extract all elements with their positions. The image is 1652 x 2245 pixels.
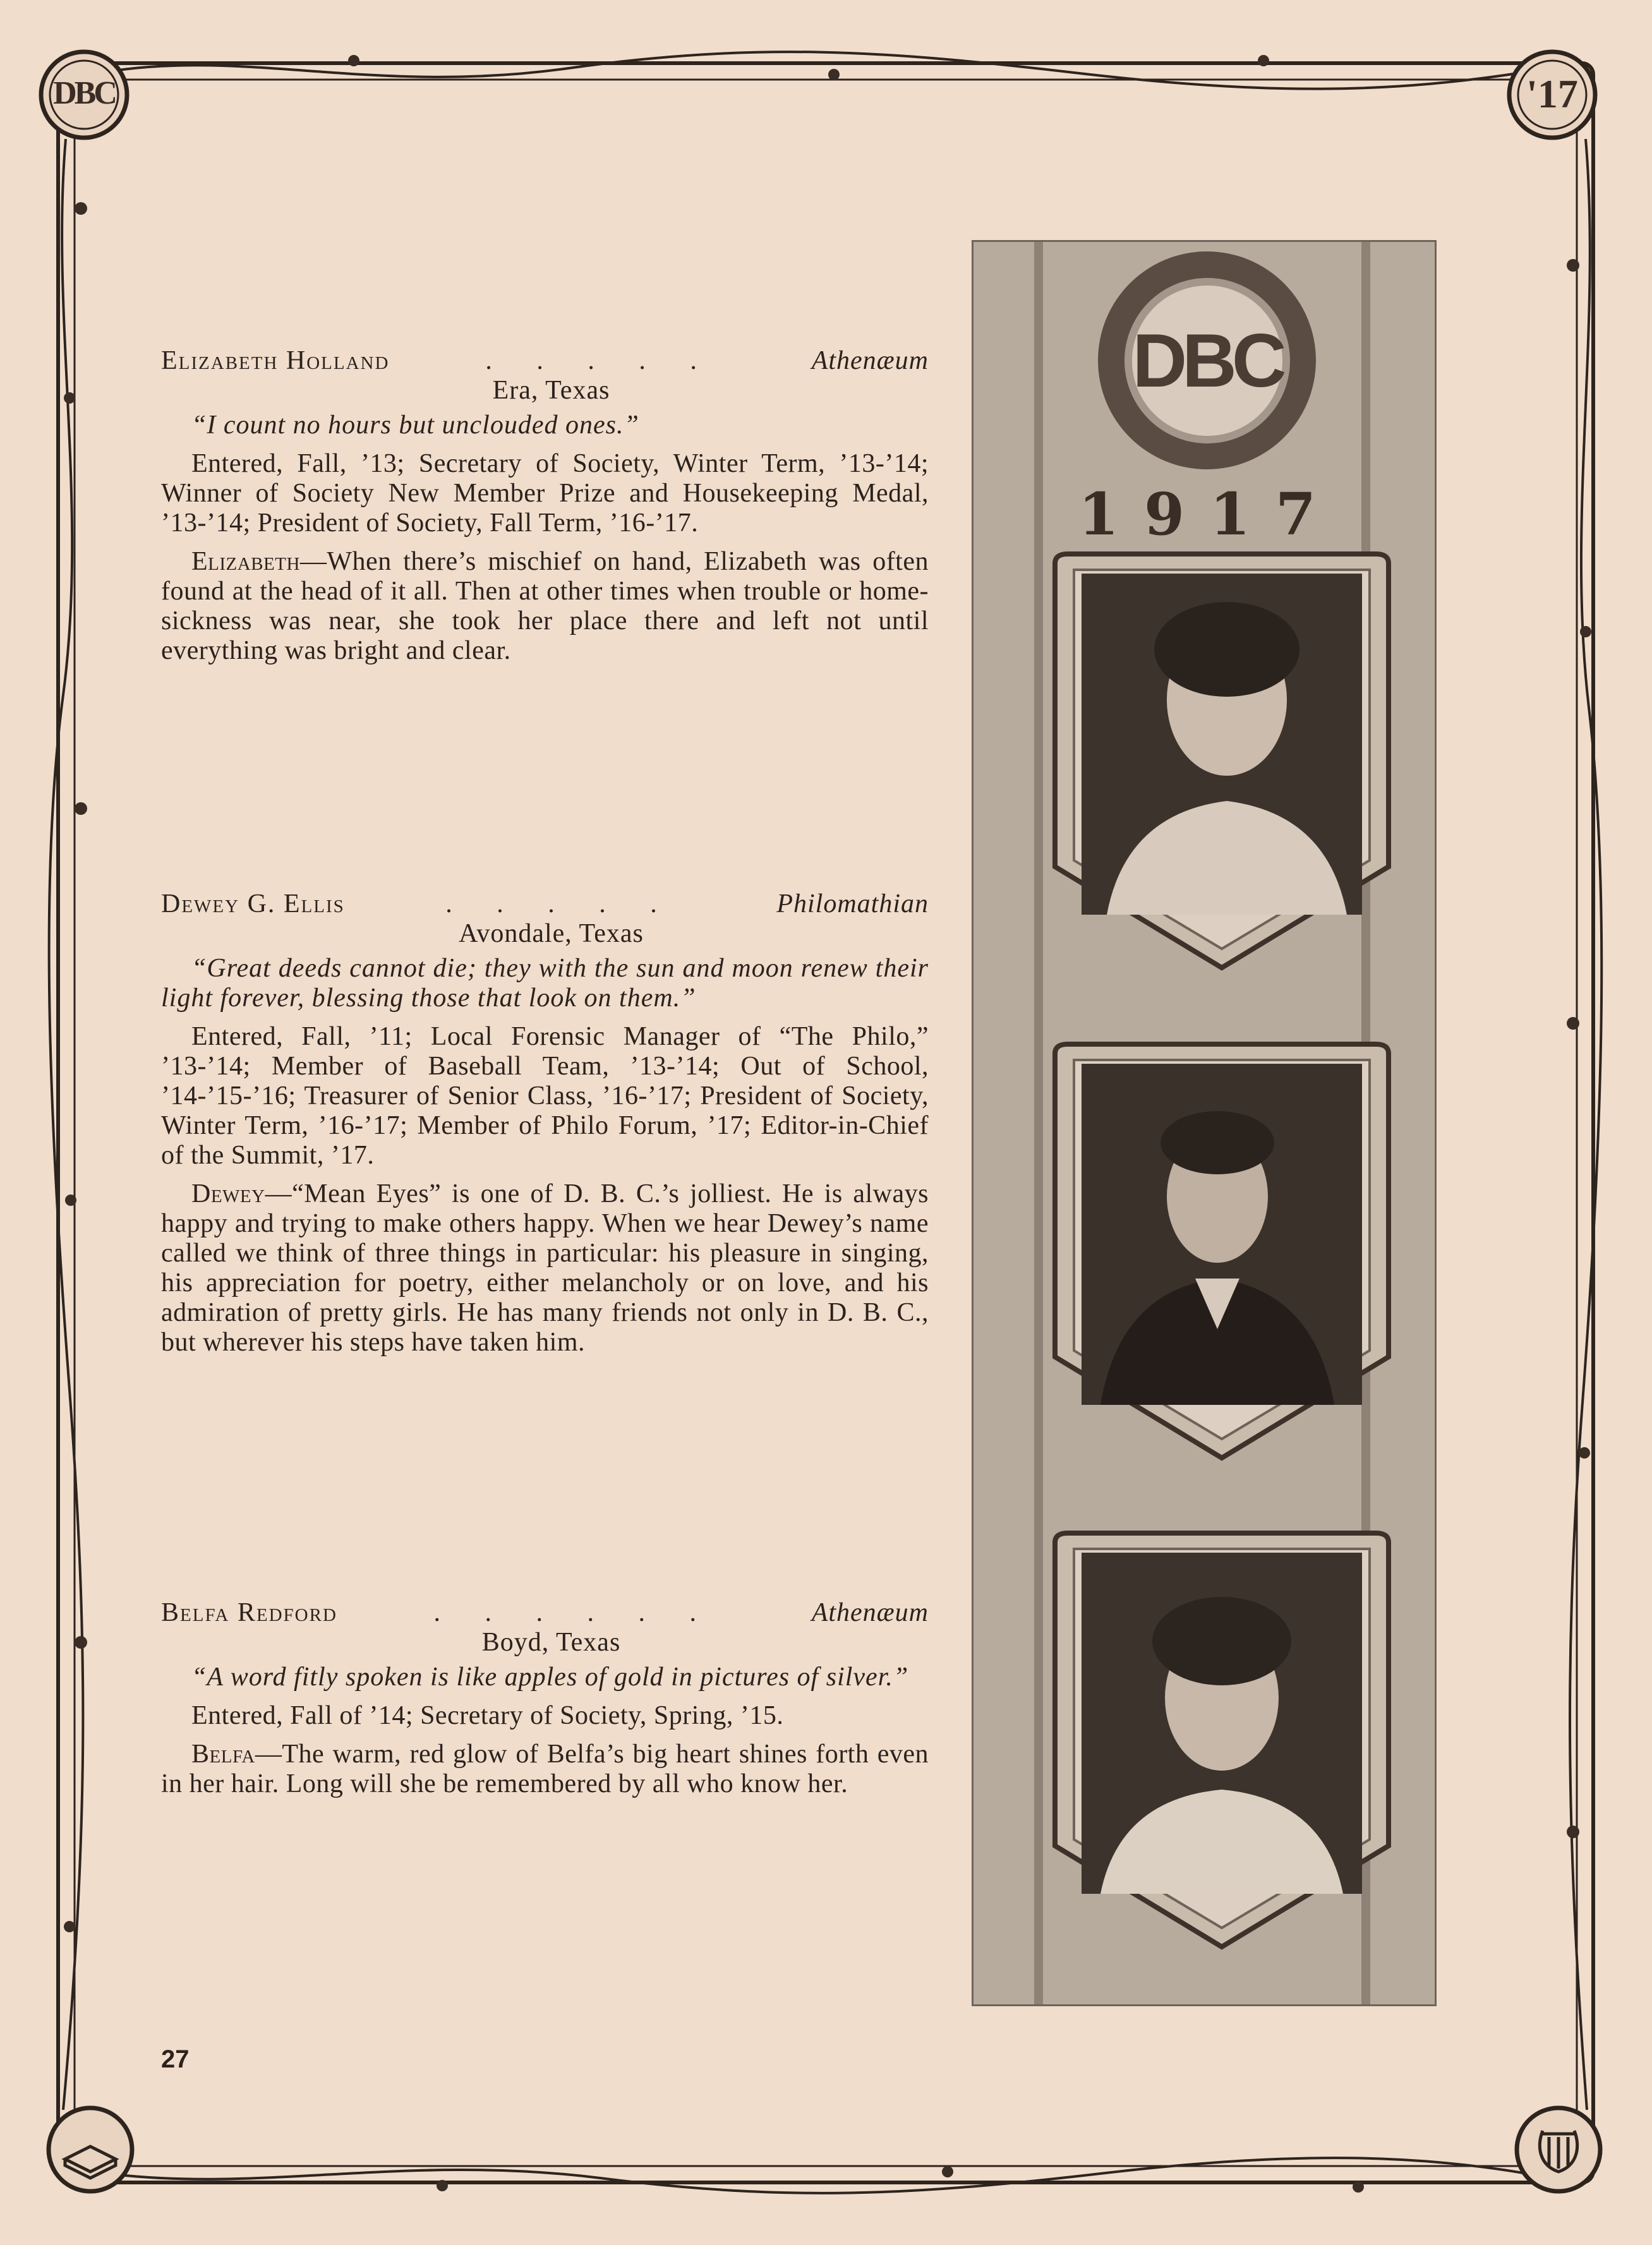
portrait-shield-elizabeth xyxy=(1049,551,1395,974)
sketch-text: —The warm, red glow of Belfa’s big heart shines forth even in her hair. Long will she be remembered by all who know her. xyxy=(161,1740,929,1798)
motto-quote: “I count no hours but unclouded ones.” xyxy=(191,411,639,440)
student-name: Belfa Redford xyxy=(161,1598,337,1627)
dbc-monogram-emblem xyxy=(1098,251,1316,469)
motto-quote: “A word fitly spoken is like apples of gold in pictures of silver.” xyxy=(191,1663,909,1692)
record-paragraph: Entered, Fall, ’13; Secretary of Society, Winter Term, ’13-’14; Winner of Society New Member Prize and Housekeeping Medal, ’13-’14; President of Society, Fall Term, ’16-’17. xyxy=(161,449,929,538)
sketch-text: —When there’s mischief on hand, Elizabeth was often found at the head of it all. Then at other times when trouble or home-sickness was near, she took her place there and left not until everything was bright and clear. xyxy=(161,547,929,665)
portrait-shield-dewey xyxy=(1049,1041,1395,1464)
corner-year-text: '17 xyxy=(1526,71,1578,116)
hometown: Boyd, Texas xyxy=(481,1628,621,1657)
student-name: Elizabeth Holland xyxy=(161,346,390,375)
portrait-woman-icon xyxy=(1082,574,1362,915)
leader-dots: . . . . . xyxy=(445,889,676,918)
portrait-woman-icon xyxy=(1082,1553,1362,1894)
sketch-lead: Elizabeth xyxy=(191,547,300,576)
monogram-text: DBC xyxy=(1124,278,1290,443)
sketch-paragraph xyxy=(161,1740,929,1799)
society-name: Athenæum xyxy=(811,346,929,375)
portrait-shield-belfa xyxy=(1049,1530,1395,1953)
record-paragraph: Entered, Fall, ’11; Local Forensic Manager of “The Philo,” ’13-’14; Member of Baseball Team, ’13-’14; Out of School, ’14-’15-’16; Treasurer of Senior Class, ’16-’17; President of Society, Winter Term, ’16-’17; Member of Philo Forum, ’17; Editor-in-Chief of the Summit, ’17. xyxy=(161,1022,929,1170)
hometown: Avondale, Texas xyxy=(459,919,644,948)
portrait-photo xyxy=(1082,1064,1362,1405)
record-paragraph: Entered, Fall of ’14; Secretary of Society, Spring, ’15. xyxy=(191,1701,784,1730)
entry-heading xyxy=(161,1598,929,1628)
corner-monogram-text: DBC xyxy=(53,75,115,111)
entry-dewey-ellis xyxy=(161,889,929,1357)
hometown: Era, Texas xyxy=(492,376,610,405)
sketch-paragraph xyxy=(161,1179,929,1357)
year-banner: 1917 xyxy=(1078,480,1342,548)
portrait-photo xyxy=(1082,574,1362,915)
sketch-lead: Dewey xyxy=(191,1179,265,1208)
leader-dots: . . . . . xyxy=(485,346,716,375)
lyre-icon xyxy=(1511,2102,1606,2197)
page-number: 27 xyxy=(161,2045,190,2073)
portrait-man-icon xyxy=(1082,1064,1362,1405)
entry-heading xyxy=(161,346,929,376)
book-icon xyxy=(43,2102,138,2197)
student-name: Dewey G. Ellis xyxy=(161,889,345,918)
portrait-photo xyxy=(1082,1553,1362,1894)
entry-belfa-redford xyxy=(161,1598,929,1799)
sketch-text: —“Mean Eyes” is one of D. B. C.’s jolliest. He is always happy and trying to make others happy. When we hear Dewey’s name called we think of three things in particular: his pleasure in singing, his appreciation for poetry, either melancholy or on love, and his admiration of pretty girls. He has many friends not only in D. B. C., but wherever his steps have taken him. xyxy=(161,1179,929,1357)
entry-elizabeth-holland xyxy=(161,346,929,666)
sketch-paragraph xyxy=(161,547,929,666)
sketch-lead: Belfa xyxy=(191,1740,255,1769)
society-name: Athenæum xyxy=(811,1598,929,1627)
leader-dots: . . . . . . xyxy=(433,1598,716,1627)
entry-heading xyxy=(161,889,929,919)
motto-quote: “Great deeds cannot die; they with the sun and moon renew their light forever, blessing those that look on them.” xyxy=(161,954,929,1013)
society-name: Philomathian xyxy=(776,889,929,918)
